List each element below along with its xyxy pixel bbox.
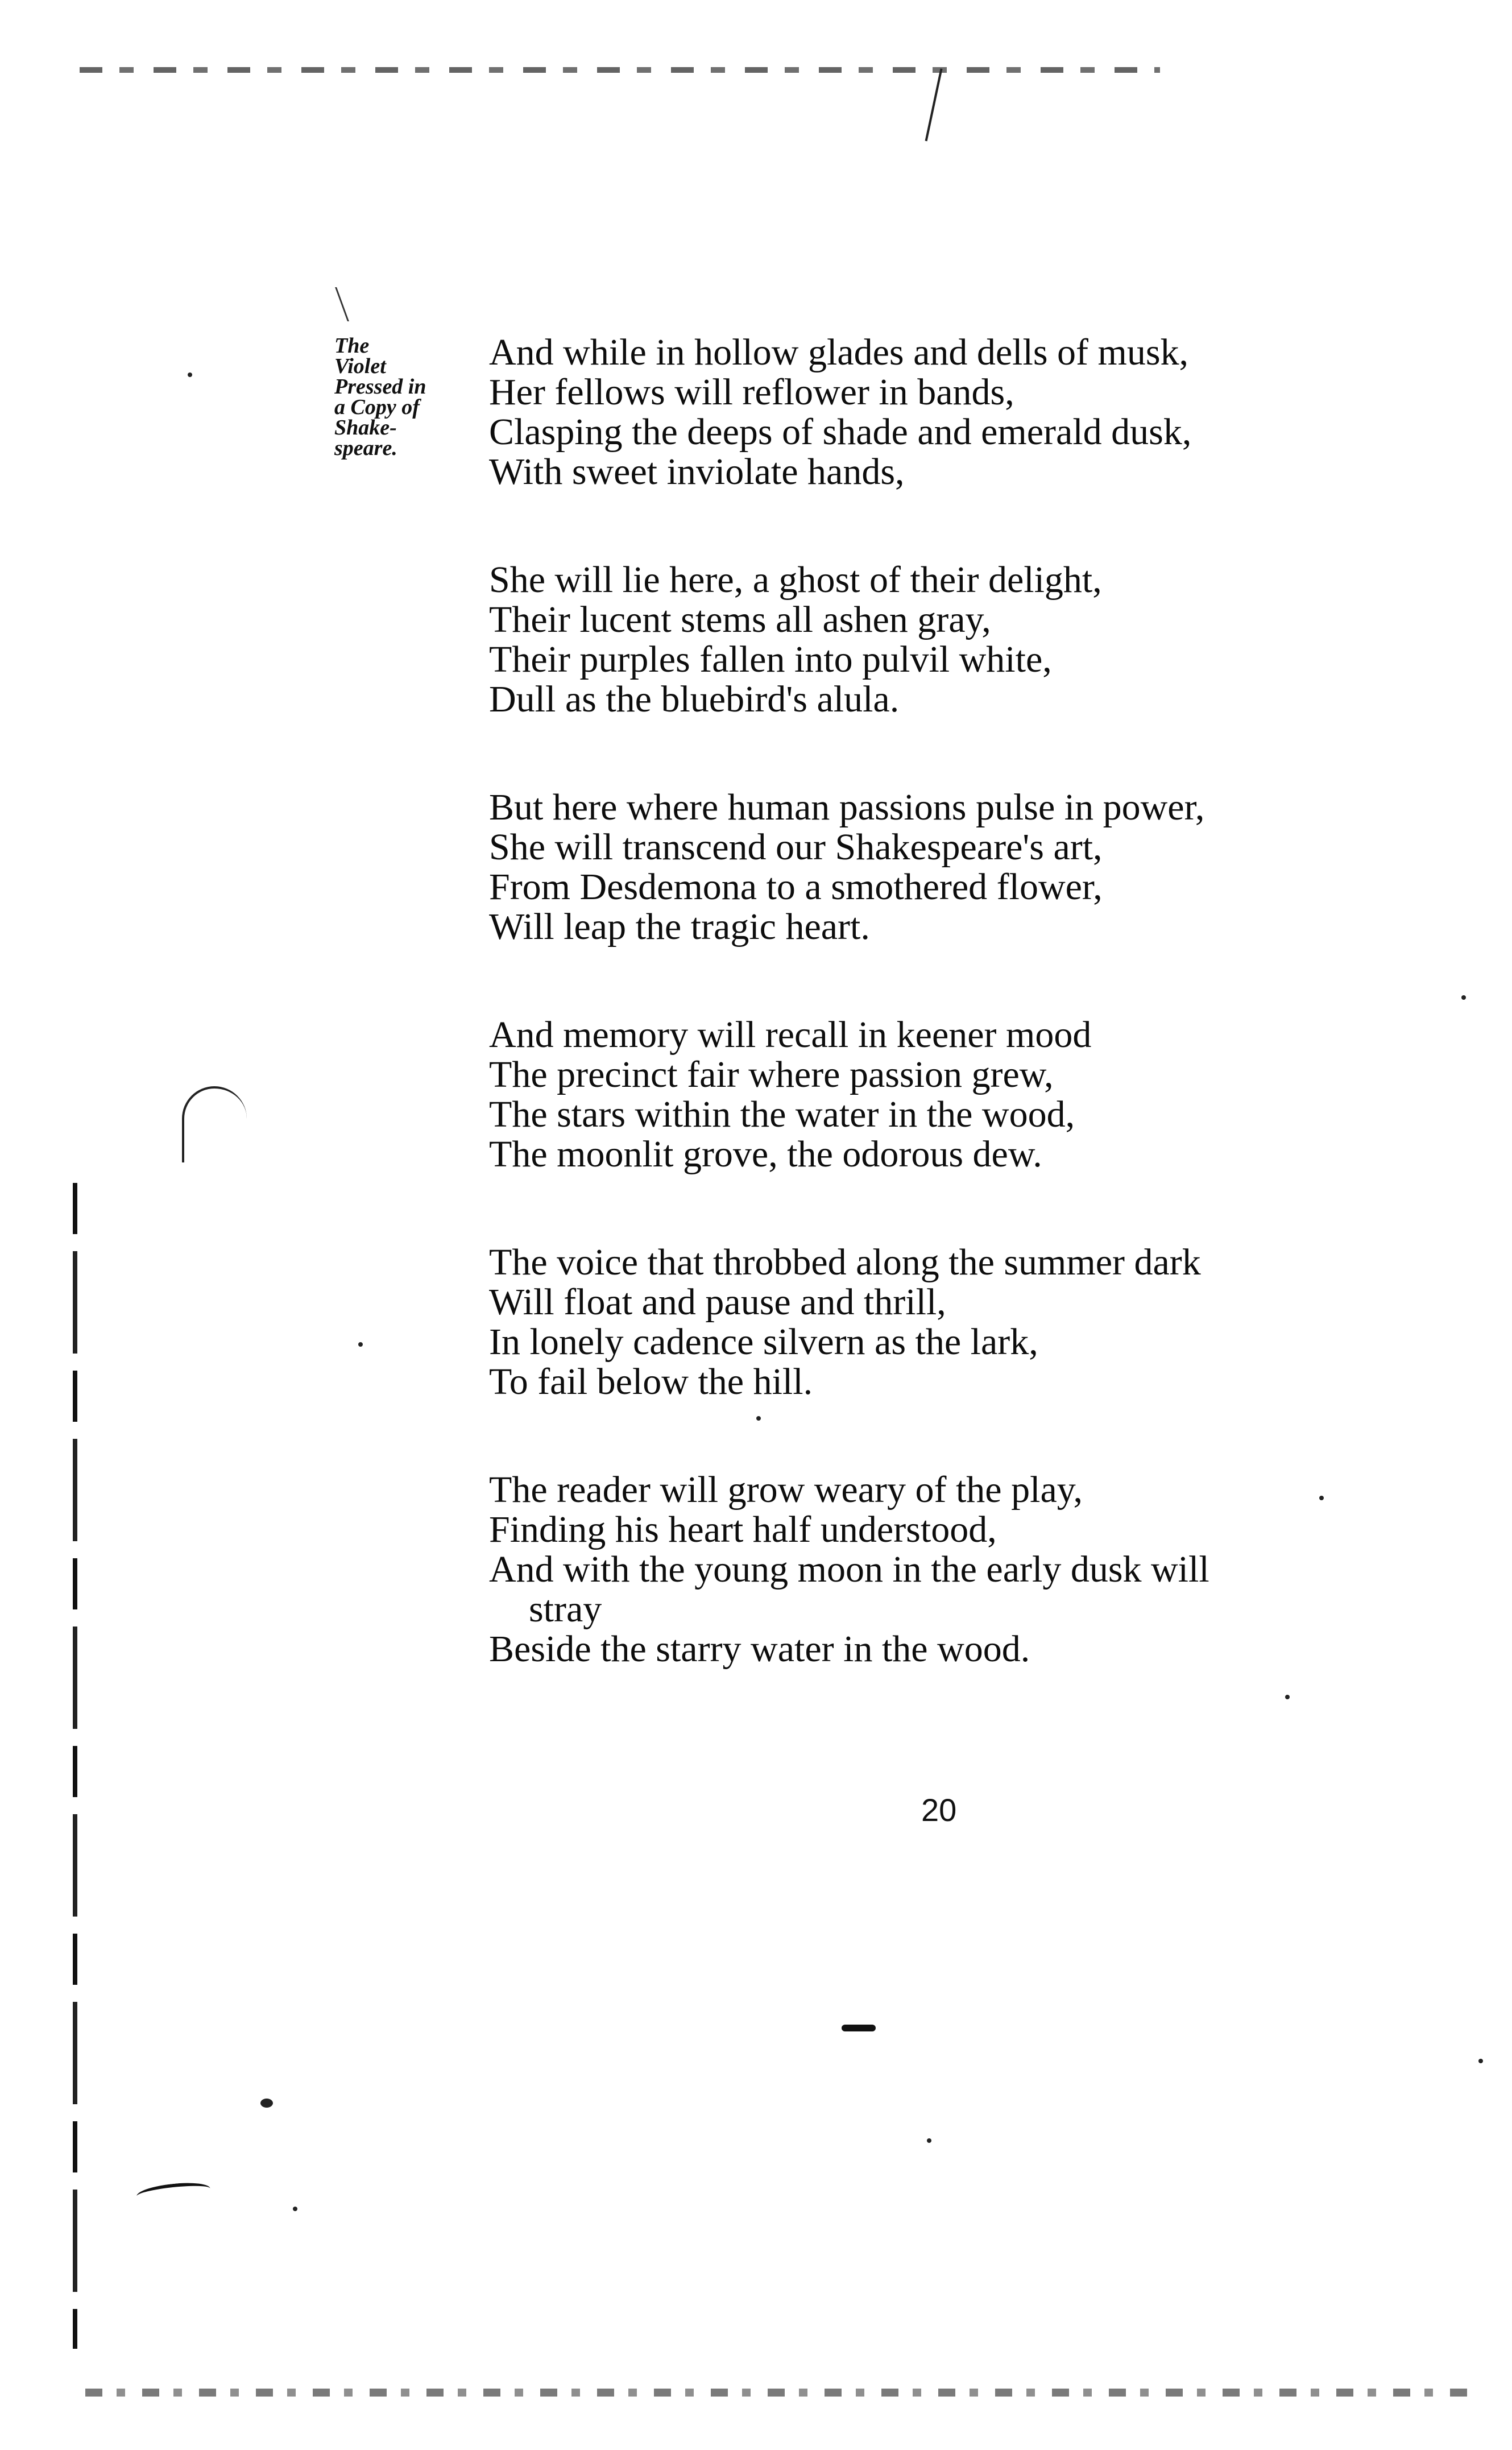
ink-spot [188, 373, 192, 377]
ink-spot [293, 2207, 297, 2211]
poem-line: In lonely cadence silvern as the lark, [489, 1321, 1038, 1363]
poem-line: With sweet inviolate hands, [489, 451, 905, 493]
stanza [489, 1015, 1456, 1174]
poem-line: She will lie here, a ghost of their delight, [489, 559, 1102, 601]
ink-spot [358, 1342, 363, 1347]
pen-mark [335, 287, 372, 321]
ink-spot [260, 2099, 273, 2108]
poem-line: From Desdemona to a smothered flower, [489, 866, 1103, 908]
scan-edge-top [80, 67, 1160, 73]
pen-mark [182, 1086, 247, 1162]
pen-mark [136, 2180, 211, 2204]
poem-line: Finding his heart half understood, [489, 1509, 997, 1550]
stanza [489, 560, 1456, 719]
pen-mark [925, 68, 946, 142]
marginal-title-line: Violet [334, 354, 386, 378]
poem-line: The precinct fair where passion grew, [489, 1054, 1054, 1095]
poem-line: To fail below the hill. [489, 1361, 813, 1402]
poem-line: Dull as the bluebird's alula. [489, 678, 900, 720]
marginal-title-line: Pressed in [334, 375, 426, 399]
ink-spot [842, 2025, 876, 2031]
stanza [489, 1470, 1456, 1669]
poem-line-continuation: stray [529, 1588, 602, 1630]
ink-spot [927, 2138, 931, 2143]
poem-line: The stars within the water in the wood, [489, 1094, 1075, 1135]
marginal-title-line: a Copy of [334, 395, 420, 419]
poem-line: And while in hollow glades and dells of musk, [489, 332, 1189, 373]
ink-spot [1461, 995, 1466, 1000]
poem-line: Their lucent stems all ashen gray, [489, 599, 991, 640]
poem-line: Will float and pause and thrill, [489, 1281, 946, 1323]
poem-line: The voice that throbbed along the summer dark [489, 1241, 1201, 1283]
scan-edge-bottom [85, 2389, 1478, 2397]
poem-body [489, 333, 1456, 1737]
poem-line: She will transcend our Shakespeare's art, [489, 826, 1103, 868]
ink-spot [1478, 2059, 1483, 2063]
stanza [489, 333, 1456, 492]
marginal-title-line: Shake- [334, 416, 397, 440]
poem-line: Will leap the tragic heart. [489, 906, 870, 947]
poem-line: The moonlit grove, the odorous dew. [489, 1133, 1042, 1175]
poem-line: And with the young moon in the early dusk will [489, 1549, 1209, 1590]
poem-line: And memory will recall in keener mood [489, 1014, 1092, 1056]
stanza [489, 788, 1456, 947]
poem-line: But here where human passions pulse in power, [489, 787, 1205, 828]
poem-line: Beside the starry water in the wood. [489, 1628, 1030, 1670]
marginal-title-line: The [334, 334, 370, 358]
stanza [489, 1243, 1456, 1402]
poem-line: Their purples fallen into pulvil white, [489, 639, 1052, 680]
poem-line: Her fellows will reflower in bands, [489, 371, 1014, 413]
page-number: 20 [921, 1792, 957, 1828]
marginal-title [334, 336, 442, 458]
scan-edge-left [73, 1183, 77, 2349]
poem-line: Clasping the deeps of shade and emerald dusk, [489, 411, 1192, 453]
poem-line: The reader will grow weary of the play, [489, 1469, 1083, 1510]
marginal-title-line: speare. [334, 436, 397, 460]
